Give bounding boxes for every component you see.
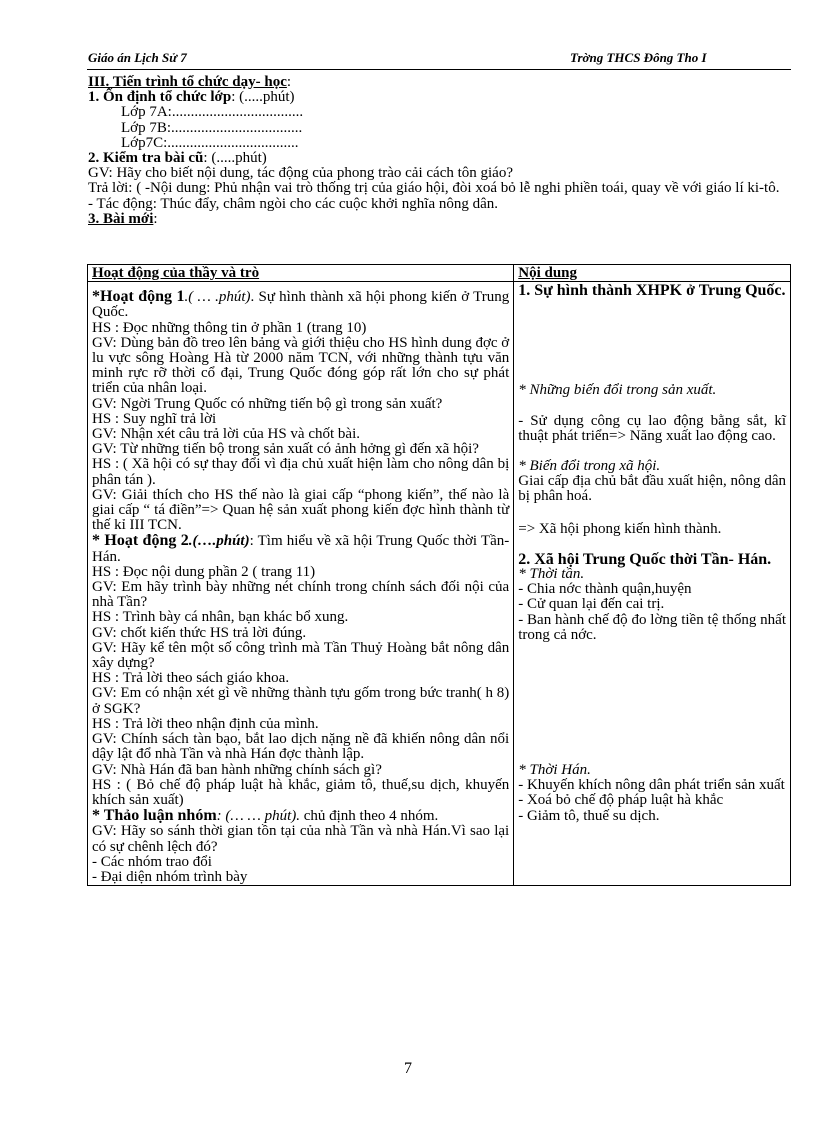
- new-lesson-heading: 3. Bài mới:: [88, 210, 158, 227]
- activities-cell: [88, 282, 514, 886]
- list-item: - Khuyến khích nông dân phát triển sản xuất: [518, 777, 785, 794]
- list-item: GV: Chính sách tàn bạo, bắt lao dịch nặng nề đã khiến nông dân nổi dậy lật đổ nhà Tần và nhà Hán đợc thành lập.: [92, 731, 510, 763]
- list-item: Giai cấp địa chủ bắt đầu xuất hiện, nông dân bị phân hoá.: [518, 473, 786, 505]
- list-item: HS : Đọc những thông tin ở phần 1 (trang 10): [92, 319, 367, 336]
- list-item: HS : ( Bỏ chế độ pháp luật hà khắc, giảm tô, thuế,su dịch, khuyến khích sản xuất): [92, 776, 510, 808]
- table-header-row: [88, 265, 791, 282]
- content-heading-2: 2. Xã hội Trung Quốc thời Tần- Hán.: [518, 550, 772, 568]
- class-7b: Lớp 7B:...................................: [121, 119, 303, 136]
- review-question: GV: Hãy cho biết nội dung, tác động của phong trào cải cách tôn giáo?: [88, 165, 514, 182]
- list-item: GV: Ngời Trung Quốc có những tiến bộ gì trong sản xuất?: [92, 395, 443, 412]
- class-7c: Lớp7C:...................................: [121, 134, 299, 151]
- list-item: GV: Em hãy trình bày những nét chính trong chính sách đối nội của nhà Tần?: [92, 579, 510, 611]
- list-item: GV: Nhận xét câu trả lời của HS và chốt bài.: [92, 426, 360, 443]
- org-line: 1. Ổn định tổ chức lớp: (.....phút): [88, 89, 295, 106]
- header-left: Giáo án Lịch Sử 7: [88, 50, 187, 65]
- list-item: - Giảm tô, thuế su dịch.: [518, 807, 660, 824]
- col-header-content: Nội dung: [514, 265, 791, 282]
- activity-2-title: * Hoạt động 2.(….phút): Tìm hiểu về xã hội Trung Quốc thời Tần- Hán.: [92, 532, 510, 565]
- list-item: GV: Dùng bản đồ treo lên bảng và giới thiệu cho HS hình dung đợc ở lu vực sông Hoàng Hà từ 2000 năm TCN, với những thành tựu văn minh rực rỡ thời cổ đại, Trung Quốc đóng góp rất lớn cho sự phát triển của nhân loại.: [92, 334, 510, 397]
- list-item: HS : Trình bày cá nhân, bạn khác bổ xung.: [92, 609, 349, 626]
- list-item: GV: Em có nhận xét gì về những thành tựu gốm trong bức tranh( h 8) ở SGK?: [92, 685, 510, 717]
- content-subheading: * Biến đổi trong xã hội.: [518, 458, 661, 475]
- lesson-table: [87, 264, 791, 886]
- list-item: - Xoá bỏ chế độ pháp luật hà khắc: [518, 792, 724, 809]
- review-answer-content: Trả lời: ( -Nội dung: Phủ nhận vai trò thống trị của giáo hội, đòi xoá bỏ lễ nghi phiền toái, quay về với giáo lí ki-tô.: [88, 180, 780, 197]
- list-item: - Ban hành chế độ đo lờng tiền tệ thống nhất trong cả nớc.: [518, 611, 786, 643]
- section-intro: [88, 75, 798, 227]
- section-heading: III. Tiến trình tổ chức dạy- học:: [88, 74, 292, 90]
- list-item: HS : Đọc nội dung phần 2 ( trang 11): [92, 563, 316, 580]
- list-item: HS : Trả lời theo sách giáo khoa.: [92, 670, 290, 687]
- list-item: GV: Giải thích cho HS thế nào là giai cấp “phong kiến”, thế nào là giai cấp “ tá điền”=> Quan hệ sản xuất phong kiến đợc hình thành từ thế kỉ III TCN.: [92, 486, 510, 534]
- content-subheading: * Thời Hán.: [518, 762, 591, 779]
- list-item: HS : Trả lời theo nhận định của mình.: [92, 715, 319, 732]
- list-item: - Cử quan lại đến cai trị.: [518, 596, 665, 613]
- page-number: 7: [404, 1060, 412, 1077]
- list-item: - Các nhóm trao đổi: [92, 853, 212, 870]
- list-item: GV: Từ những tiến bộ trong sản xuất có ảnh hởng gì đến xã hội?: [92, 441, 479, 458]
- review-answer-impact: - Tác động: Thúc đẩy, châm ngòi cho các cuộc khởi nghĩa nông dân.: [88, 195, 499, 212]
- activity-1-title: *Hoạt động 1.( … .phút). Sự hình thành xã hội phong kiến ở Trung Quốc.: [92, 288, 510, 321]
- content-cell: [514, 282, 791, 886]
- list-item: HS : ( Xã hội có sự thay đổi vì địa chủ xuất hiện làm cho nông dân bị phân tán ).: [92, 456, 510, 488]
- content-subheading: * Những biến đổi trong sản xuất.: [518, 382, 717, 399]
- list-item: - Sử dụng công cụ lao động bằng sắt, kĩ thuật phát triển=> Năng xuất lao động cao.: [518, 412, 786, 444]
- list-item: GV: Nhà Hán đã ban hành những chính sách gì?: [92, 761, 382, 778]
- list-item: => Xã hội phong kiến hình thành.: [518, 520, 722, 537]
- class-7a: Lớp 7A:...................................: [121, 104, 304, 121]
- group-discussion-title: * Thảo luận nhóm: (… … phút). chủ định theo 4 nhóm.: [92, 807, 439, 825]
- list-item: GV: Hãy kể tên một số công trình mà Tần Thuỷ Hoàng bắt nông dân xây dựng?: [92, 639, 510, 672]
- header-right: Trờng THCS Đông Tho I: [570, 50, 707, 65]
- list-item: HS : Suy nghĩ trả lời: [92, 410, 217, 427]
- header-divider: [87, 69, 791, 70]
- list-item: - Đại diện nhóm trình bày: [92, 868, 248, 885]
- col-header-activities: Hoạt động của thầy và trò: [88, 265, 514, 282]
- list-item: GV: Hãy so sánh thời gian tồn tại của nhà Tần và nhà Hán.Vì sao lại có sự chênh lệch đó?: [92, 823, 510, 855]
- old-lesson-line: 2. Kiểm tra bài cũ: (.....phút): [88, 150, 267, 167]
- content-subheading: * Thời tần.: [518, 566, 585, 583]
- list-item: - Chia nớc thành quận,huyện: [518, 581, 692, 598]
- content-heading-1: 1. Sự hình thành XHPK ở Trung Quốc.: [518, 282, 786, 300]
- list-item: GV: chốt kiến thức HS trả lời đúng.: [92, 624, 307, 641]
- table-row: [88, 282, 791, 886]
